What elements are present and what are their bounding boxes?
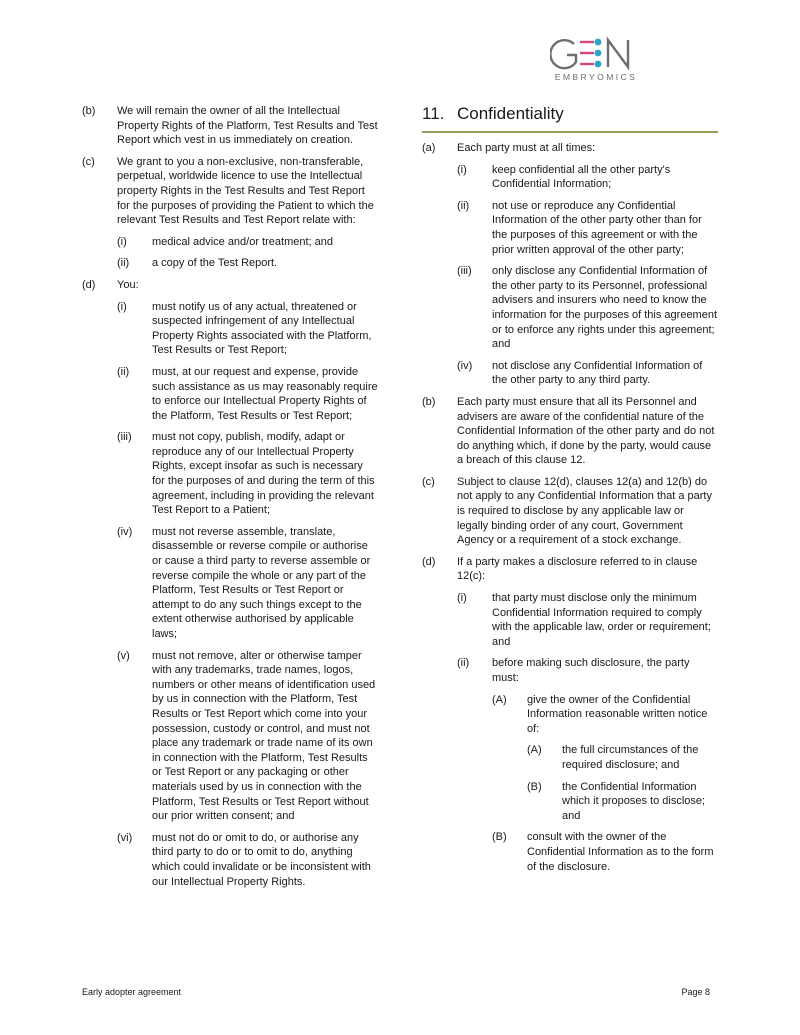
- clause-d-vi: (vi) must not do or omit to do, or authorise any third party to do or to omit to do, anything which could invalidate or be inconsistent with our Intellectual Property Rights.: [117, 831, 371, 888]
- clause-d-i: (i) must notify us of any actual, threatened or suspected infringement of any Intellectual Property Rights associated with the Platform, Test Results or Test Report;: [117, 300, 372, 357]
- clause-conf-d-ii-A-B: (B) the Confidential Information which it proposes to disclose; and: [527, 780, 706, 822]
- footer-document-title: Early adopter agreement: [82, 987, 182, 997]
- clause-conf-d-ii-A-A: (A) the full circumstances of the required disclosure; and: [527, 744, 699, 771]
- section-number: 11.: [422, 104, 445, 123]
- clause-conf-d-i: (i) that party must disclose only the minimum Confidential Information required to comply with the applicable law, order or requirement; and: [457, 592, 711, 648]
- gen-embryomics-logo: [550, 36, 640, 86]
- section-title: Confidentiality: [457, 104, 564, 123]
- clause-a-iii: (iii) only disclose any Confidential Information of the other party to its Personnel, professional advisers and insurers who need to know the information for the purposes of this agreement or to enforce any rights under this agreement; and: [457, 265, 718, 351]
- clause-d-iv: (iv) must not reverse assemble, translate, disassemble or reverse compile or authorise or cause a third party to reverse assemble or reverse compile the whole or any part of the Platform, Test Results or Test Report or attempt to do any such things except to the extent otherwise authorised by applicable laws;: [117, 525, 371, 640]
- clause-c: (c) We grant to you a non-exclusive, non-transferable, perpetual, worldwide licence to use the Intellectual property Rights in the Test Results and Test Report for the purposes of providing the Patient to which the relevant Test Results and Test Report relate with:: [82, 155, 374, 227]
- clause-b: (b) We will remain the owner of all the Intellectual Property Rights of the Platform, Test Results and Test Report which vest in us immediately on creation.: [82, 105, 378, 147]
- clause-conf-c: (c) Subject to clause 12(d), clauses 12(a) and 12(b) do not apply to any Confidential Information that a party is required to disclose by any applicable law or legally binding order of any court, Government Agency or a requirement of a stock exchange.: [422, 475, 712, 547]
- section-heading: [422, 104, 718, 133]
- clause-conf-d-ii: (ii) before making such disclosure, the party must:: [457, 657, 690, 684]
- clause-conf-d-ii-A: (A) give the owner of the Confidential Information reasonable written notice of:: [492, 693, 708, 735]
- left-column: [82, 104, 378, 896]
- right-column: [422, 104, 718, 881]
- logo-subtitle: EMBRYOMICS: [554, 72, 638, 82]
- clause-a-ii: (ii) not use or reproduce any Confidential Information of the other party other than for the purposes of this agreement or with the prior written approval of the other party;: [457, 199, 702, 256]
- clause-conf-d: (d) If a party makes a disclosure referred to in clause 12(c):: [422, 555, 698, 583]
- clause-c-i: (i) medical advice and/or treatment; and: [117, 235, 333, 248]
- clause-a: (a) Each party must at all times:: [422, 142, 596, 154]
- clause-a-i: (i) keep confidential all the other party's Confidential Information;: [457, 163, 671, 191]
- clause-c-ii: (ii) a copy of the Test Report.: [117, 257, 278, 270]
- clause-conf-d-ii-B: (B) consult with the owner of the Confidential Information as to the form of the disclosure.: [492, 831, 714, 873]
- clause-d-v: (v) must not remove, alter or otherwise tamper with any trademarks, trade names, logos, numbers or other means of identification used by us in connection with the Platform, Test Results or Test Report which come into your possession, custody or control, and must not place any trademark or trade name of its own in connection with the Platform, Test Results or Test Report or any packaging or other materials used by us in connection with the Platform, Test Results or Test Report without our prior written consent; and: [117, 649, 376, 823]
- clause-d-iii: (iii) must not copy, publish, modify, adapt or reproduce any of our Intellectual Property Rights, except insofar as such is necessary for the purposes of and during the term of this agreement, including in providing the relevant Test Report to a Patient;: [117, 431, 375, 517]
- clause-a-iv: (iv) not disclose any Confidential Information of the other party to any third party.: [457, 359, 703, 387]
- logo-mark: [550, 36, 640, 72]
- clause-d-ii: (ii) must, at our request and expense, provide such assistance as us may reasonably require to enforce our Intellectual Property Rights of the Platform, Test Results or Test Report;: [117, 365, 378, 422]
- clause-d: (d) You:: [82, 278, 139, 291]
- footer-page-number: Page 8: [681, 987, 710, 997]
- clause-conf-b: (b) Each party must ensure that all its Personnel and advisers are aware of the confidential nature of the Confidential Information of the other party and do not do anything which, if done by the party, would cause a breach of this clause 12.: [422, 395, 715, 467]
